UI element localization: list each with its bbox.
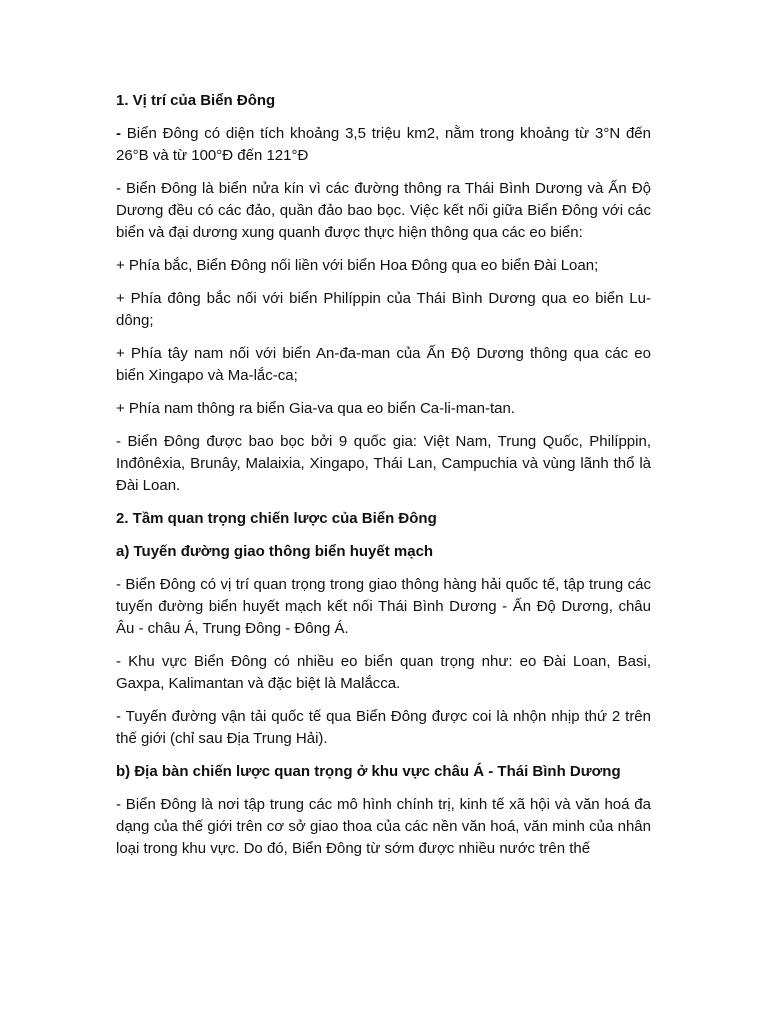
subsection-a-heading: a) Tuyến đường giao thông biển huyết mạch [116,543,434,560]
paragraph-transport-route: - Tuyến đường vận tải quốc tế qua Biển Đông được coi là nhộn nhịp thứ 2 trên thế giới (chỉ sau Địa Trung Hải). [116,708,651,747]
subsection-b-heading: b) Địa bàn chiến lược quan trọng ở khu vực châu Á - Thái Bình Dương [116,763,621,780]
document-page [116,90,651,871]
paragraph-strategic-area: - Biển Đông là nơi tập trung các mô hình chính trị, kinh tế xã hội và văn hoá đa dạng của thế giới trên cơ sở giao thoa của các nền văn hoá, văn minh của nhân loại trong khu vực. Do đó, Biển Đông từ sớm được nhiều nước trên thế [116,796,651,857]
paragraph-southwest: + Phía tây nam nối với biển An-đa-man của Ấn Độ Dương thông qua các eo biển Xingapo và Ma-lắc-ca; [116,345,651,384]
paragraph-area-text: Biển Đông có diện tích khoảng 3,5 triệu km2, nằm trong khoảng từ 3°N đến 26°B và từ 100°Đ đến 121°Đ [116,125,651,164]
paragraph-area [116,123,651,167]
paragraph-northeast: + Phía đông bắc nối với biển Philíppin của Thái Bình Dương qua eo biển Lu-dông; [116,290,651,329]
paragraph-north: + Phía bắc, Biển Đông nối liền với biển Hoa Đông qua eo biển Đài Loan; [116,257,599,274]
paragraph-maritime-traffic: - Biển Đông có vị trí quan trọng trong giao thông hàng hải quốc tế, tập trung các tuyến đường biển huyết mạch kết nối Thái Bình Dương - Ấn Độ Dương, châu Âu - châu Á, Trung Đông - Đông Á. [116,576,651,637]
paragraph-straits: - Khu vực Biển Đông có nhiều eo biển quan trọng như: eo Đài Loan, Basi, Gaxpa, Kalimantan và đặc biệt là Malắcca. [116,653,651,692]
section-2-heading: 2. Tầm quan trọng chiến lược của Biển Đông [116,510,437,527]
section-1-heading: 1. Vị trí của Biển Đông [116,92,276,109]
paragraph-dash: - [116,125,121,142]
paragraph-south: + Phía nam thông ra biển Gia-va qua eo biển Ca-li-man-tan. [116,400,515,417]
paragraph-bordering-countries: - Biển Đông được bao bọc bởi 9 quốc gia: Việt Nam, Trung Quốc, Philíppin, Inđônêxia, Brunây, Malaixia, Xingapo, Thái Lan, Campuchia và vùng lãnh thổ là Đài Loan. [116,433,651,494]
paragraph-semi-enclosed-sea: - Biển Đông là biển nửa kín vì các đường thông ra Thái Bình Dương và Ấn Độ Dương đều có các đảo, quần đảo bao bọc. Việc kết nối giữa Biển Đông với các biển và đại dương xung quanh được thực hiện thông qua các eo biển: [116,180,651,241]
